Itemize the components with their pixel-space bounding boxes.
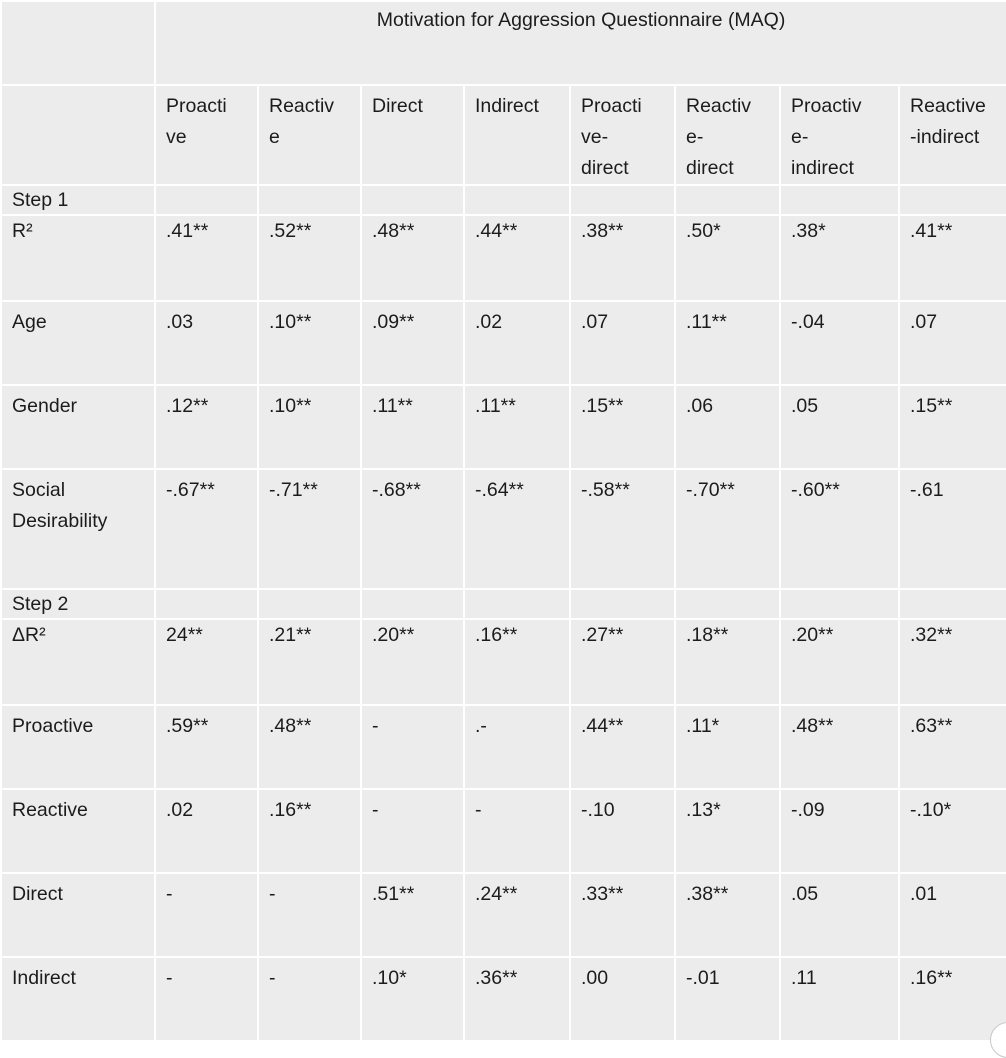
table-cell: - bbox=[464, 789, 570, 873]
table-cell: .24** bbox=[464, 873, 570, 957]
step-filler-cell bbox=[570, 589, 675, 619]
header-corner-cell bbox=[1, 85, 155, 185]
table-row bbox=[1, 873, 1006, 957]
table-cell: -.58** bbox=[570, 469, 675, 589]
table-cell: - bbox=[155, 957, 258, 1041]
table-cell: .52** bbox=[258, 215, 361, 301]
table-cell: .38** bbox=[570, 215, 675, 301]
table-cell: .12** bbox=[155, 385, 258, 469]
corner-cell bbox=[1, 1, 155, 85]
table-row bbox=[1, 469, 1006, 589]
table-cell: .05 bbox=[780, 873, 899, 957]
step-filler-cell bbox=[899, 589, 1006, 619]
column-header: Reactiv e- direct bbox=[675, 85, 780, 185]
table-title: Motivation for Aggression Questionnaire (MAQ) bbox=[155, 1, 1006, 85]
table-cell: - bbox=[361, 789, 464, 873]
step-filler-cell bbox=[258, 589, 361, 619]
step-filler-cell bbox=[780, 589, 899, 619]
table-cell: .36** bbox=[464, 957, 570, 1041]
table-cell: .11 bbox=[780, 957, 899, 1041]
table-row bbox=[1, 385, 1006, 469]
table-cell: .44** bbox=[464, 215, 570, 301]
table-cell: .16** bbox=[258, 789, 361, 873]
table-cell: -.60** bbox=[780, 469, 899, 589]
table-cell: .- bbox=[464, 705, 570, 789]
table-cell: .02 bbox=[464, 301, 570, 385]
step-filler-cell bbox=[155, 185, 258, 215]
step-label: Step 2 bbox=[1, 589, 155, 619]
table-cell: .48** bbox=[361, 215, 464, 301]
table-cell: .00 bbox=[570, 957, 675, 1041]
table-cell: -.04 bbox=[780, 301, 899, 385]
table-cell: .50* bbox=[675, 215, 780, 301]
table-cell: .27** bbox=[570, 619, 675, 705]
step-filler-cell bbox=[361, 185, 464, 215]
step-filler-cell bbox=[464, 185, 570, 215]
table-cell: .02 bbox=[155, 789, 258, 873]
step-filler-cell bbox=[899, 185, 1006, 215]
row-label: R² bbox=[1, 215, 155, 301]
table-cell: -.09 bbox=[780, 789, 899, 873]
table-cell: -.68** bbox=[361, 469, 464, 589]
column-header: Direct bbox=[361, 85, 464, 185]
table-cell: .20** bbox=[780, 619, 899, 705]
row-label: Reactive bbox=[1, 789, 155, 873]
table-row bbox=[1, 215, 1006, 301]
table-cell: .11* bbox=[675, 705, 780, 789]
step-filler-cell bbox=[155, 589, 258, 619]
column-header: Proactiv e- indirect bbox=[780, 85, 899, 185]
table-cell: - bbox=[258, 873, 361, 957]
table-row bbox=[1, 705, 1006, 789]
table-cell: .48** bbox=[780, 705, 899, 789]
table-cell: .41** bbox=[899, 215, 1006, 301]
table-cell: .21** bbox=[258, 619, 361, 705]
table-cell: - bbox=[361, 705, 464, 789]
table-cell: .01 bbox=[899, 873, 1006, 957]
table-cell: .07 bbox=[570, 301, 675, 385]
step-filler-cell bbox=[258, 185, 361, 215]
row-label: Gender bbox=[1, 385, 155, 469]
table-cell: .15** bbox=[899, 385, 1006, 469]
table-cell: .10** bbox=[258, 301, 361, 385]
table-cell: 24** bbox=[155, 619, 258, 705]
row-label: Indirect bbox=[1, 957, 155, 1041]
step-filler-cell bbox=[675, 185, 780, 215]
step-label: Step 1 bbox=[1, 185, 155, 215]
table-cell: -.64** bbox=[464, 469, 570, 589]
table-cell: .18** bbox=[675, 619, 780, 705]
table-cell: .41** bbox=[155, 215, 258, 301]
table-row bbox=[1, 301, 1006, 385]
table-cell: .05 bbox=[780, 385, 899, 469]
table-cell: .51** bbox=[361, 873, 464, 957]
table-cell: .09** bbox=[361, 301, 464, 385]
column-header: Indirect bbox=[464, 85, 570, 185]
step-row bbox=[1, 185, 1006, 215]
table-cell: .38* bbox=[780, 215, 899, 301]
table-cell: .07 bbox=[899, 301, 1006, 385]
table-cell: .33** bbox=[570, 873, 675, 957]
table-cell: .11** bbox=[361, 385, 464, 469]
table-cell: .63** bbox=[899, 705, 1006, 789]
table-cell: .10* bbox=[361, 957, 464, 1041]
table-cell: .20** bbox=[361, 619, 464, 705]
table-cell: -.61 bbox=[899, 469, 1006, 589]
table-cell: .06 bbox=[675, 385, 780, 469]
step-filler-cell bbox=[464, 589, 570, 619]
table-cell: .59** bbox=[155, 705, 258, 789]
step-filler-cell bbox=[361, 589, 464, 619]
table-cell: -.01 bbox=[675, 957, 780, 1041]
title-row bbox=[1, 1, 1006, 85]
table-cell: -.10* bbox=[899, 789, 1006, 873]
table-row bbox=[1, 619, 1006, 705]
table-cell: .11** bbox=[464, 385, 570, 469]
row-label: Social Desirability bbox=[1, 469, 155, 589]
row-label: ΔR² bbox=[1, 619, 155, 705]
row-label: Proactive bbox=[1, 705, 155, 789]
table-cell: .16** bbox=[464, 619, 570, 705]
table-cell: .32** bbox=[899, 619, 1006, 705]
table-cell: -.10 bbox=[570, 789, 675, 873]
table-row bbox=[1, 957, 1006, 1041]
table-row bbox=[1, 789, 1006, 873]
table-cell: .13* bbox=[675, 789, 780, 873]
column-header: Proacti ve bbox=[155, 85, 258, 185]
step-filler-cell bbox=[780, 185, 899, 215]
table-cell: .10** bbox=[258, 385, 361, 469]
column-header: Reactiv e bbox=[258, 85, 361, 185]
step-filler-cell bbox=[570, 185, 675, 215]
table-cell: -.70** bbox=[675, 469, 780, 589]
row-label: Direct bbox=[1, 873, 155, 957]
table-cell: .15** bbox=[570, 385, 675, 469]
table-cell: .44** bbox=[570, 705, 675, 789]
table-cell: .38** bbox=[675, 873, 780, 957]
step-filler-cell bbox=[675, 589, 780, 619]
table-cell: .48** bbox=[258, 705, 361, 789]
table-cell: - bbox=[155, 873, 258, 957]
table-cell: .11** bbox=[675, 301, 780, 385]
table-cell: - bbox=[258, 957, 361, 1041]
table-cell: -.67** bbox=[155, 469, 258, 589]
column-header-row bbox=[1, 85, 1006, 185]
table-cell: .16** bbox=[899, 957, 1006, 1041]
row-label: Age bbox=[1, 301, 155, 385]
table-cell: .03 bbox=[155, 301, 258, 385]
step-row bbox=[1, 589, 1006, 619]
column-header: Proacti ve- direct bbox=[570, 85, 675, 185]
table-cell: -.71** bbox=[258, 469, 361, 589]
column-header: Reactive -indirect bbox=[899, 85, 1006, 185]
